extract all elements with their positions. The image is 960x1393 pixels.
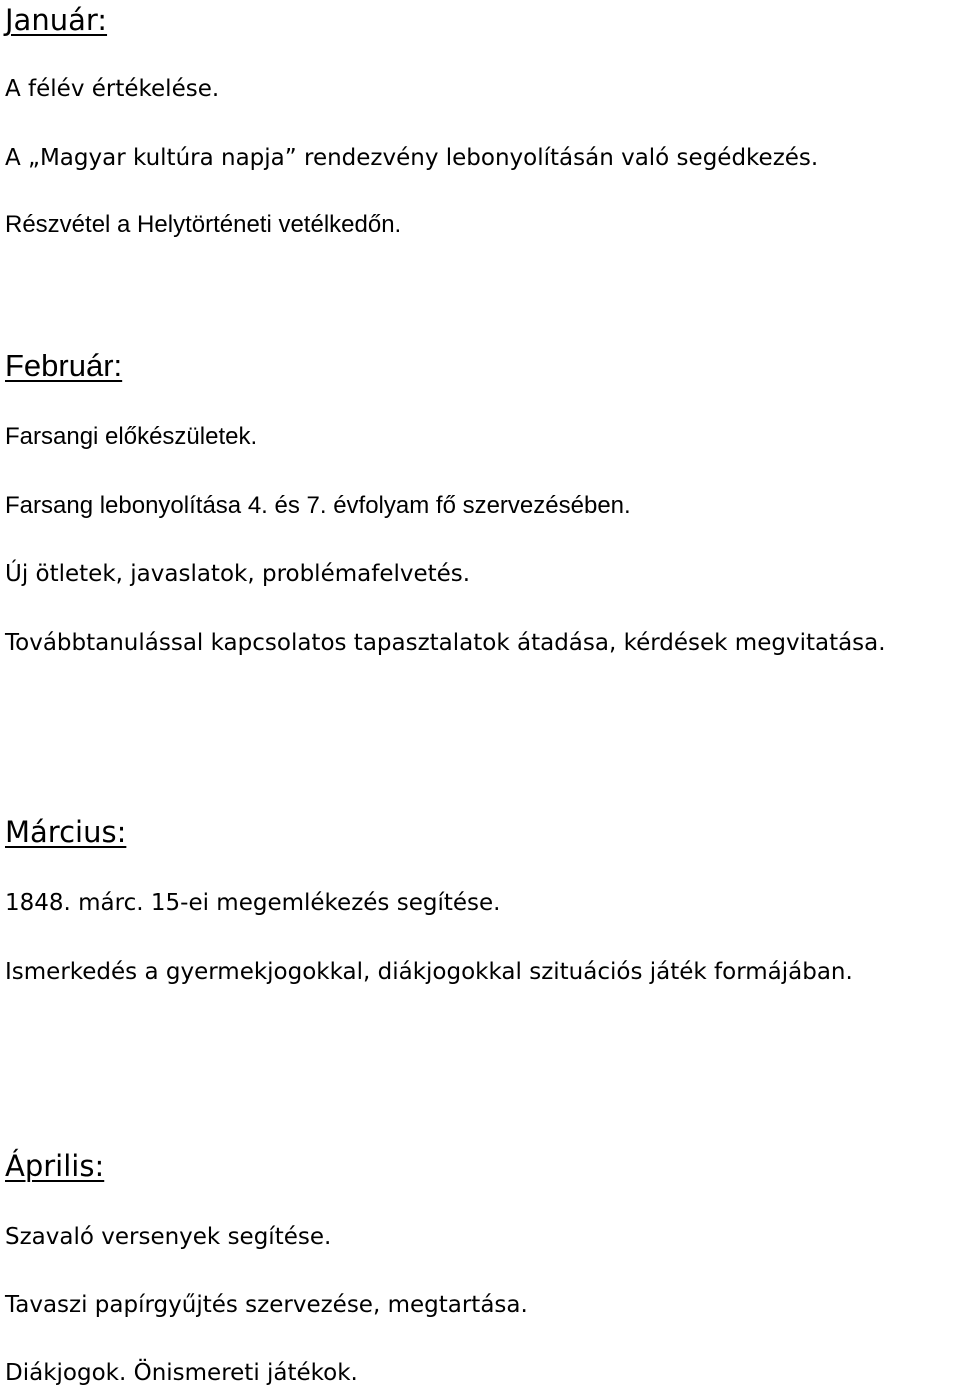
heading-februar: Február: — [5, 348, 123, 383]
februar-item-1: Farsangi előkészületek. — [5, 423, 258, 450]
februar-item-4: Továbbtanulással kapcsolatos tapasztalatok átadása, kérdések megvitatása. — [5, 630, 886, 656]
januar-item-3: Részvétel a Helytörténeti vetélkedőn. — [5, 211, 402, 238]
heading-januar: Január: — [5, 3, 108, 37]
marcius-item-2: Ismerkedés a gyermekjogokkal, diákjogokkal szituációs játék formájában. — [5, 959, 853, 985]
aprilis-item-3: Diákjogok. Önismereti játékok. — [5, 1360, 358, 1386]
aprilis-item-2: Tavaszi papírgyűjtés szervezése, megtartása. — [5, 1292, 528, 1318]
heading-aprilis: Április: — [5, 1149, 105, 1183]
aprilis-item-1: Szavaló versenyek segítése. — [5, 1224, 332, 1250]
heading-marcius: Március: — [5, 815, 127, 849]
januar-item-2: A „Magyar kultúra napja” rendezvény lebonyolításán való segédkezés. — [5, 145, 819, 171]
marcius-item-1: 1848. márc. 15-ei megemlékezés segítése. — [5, 890, 501, 916]
januar-item-1: A félév értékelése. — [5, 76, 220, 102]
februar-item-3: Új ötletek, javaslatok, problémafelvetés. — [5, 561, 471, 587]
februar-item-2: Farsang lebonyolítása 4. és 7. évfolyam fő szervezésében. — [5, 492, 631, 519]
